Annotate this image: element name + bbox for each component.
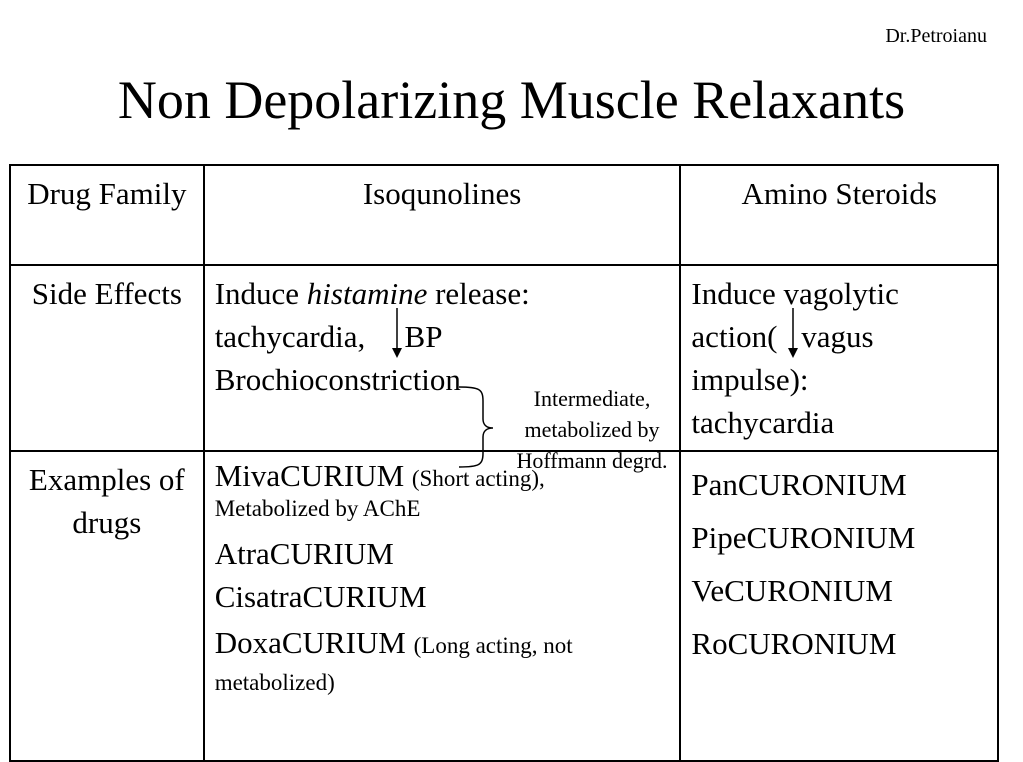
- curly-brace-icon: [455, 383, 495, 473]
- table-row-examples: [10, 451, 998, 761]
- drug-mivacurium: MivaCURIUM: [214, 458, 405, 493]
- column-header-isoqunolines: Isoqunolines: [204, 165, 681, 265]
- intermediate-bracket-note: [455, 383, 685, 473]
- row-label-side-effects: Side Effects: [10, 265, 204, 451]
- mivacurium-note-2: Metabolized by AChE: [214, 496, 421, 521]
- mivacurium-note: (Short acting),: [411, 466, 545, 491]
- down-arrow-icon: [389, 318, 405, 358]
- doxacurium-note-2: metabolized): [214, 670, 335, 695]
- row-label-examples: Examples of drugs: [10, 451, 204, 761]
- column-header-amino-steroids: Amino Steroids: [680, 165, 998, 265]
- drug-pancuronium: PanCURONIUM: [691, 467, 907, 502]
- drug-rocuronium: RoCURONIUM: [691, 626, 897, 661]
- author-label: Dr.Petroianu: [885, 25, 987, 47]
- drug-atracurium: AtraCURIUM: [214, 536, 394, 571]
- histamine-emphasis: histamine: [306, 276, 428, 311]
- cell-amino-side-effects: Induce vagolytic action( vagus impulse): tachycardia: [680, 265, 998, 451]
- bracket-note-text: Intermediate, metabolized by Hoffmann degrd.: [516, 386, 668, 473]
- cell-amino-examples: [680, 451, 998, 761]
- down-arrow-icon: [785, 318, 801, 358]
- drug-vecuronium: VeCURONIUM: [691, 573, 893, 608]
- table-row-header: [10, 165, 998, 265]
- drug-doxacurium: DoxaCURIUM: [214, 625, 406, 660]
- cell-iso-side-effects: Induce histamine release: tachycardia, BP Brochioconstriction: [204, 265, 681, 451]
- drug-cisatracurium: CisatraCURIUM: [214, 579, 427, 614]
- drug-pipecuronium: PipeCURONIUM: [691, 520, 916, 555]
- row-label-drug-family: Drug Family: [10, 165, 204, 265]
- cell-iso-examples: [204, 451, 681, 761]
- slide-title: Non Depolarizing Muscle Relaxants: [117, 70, 906, 130]
- doxacurium-note: (Long acting, not: [413, 633, 573, 658]
